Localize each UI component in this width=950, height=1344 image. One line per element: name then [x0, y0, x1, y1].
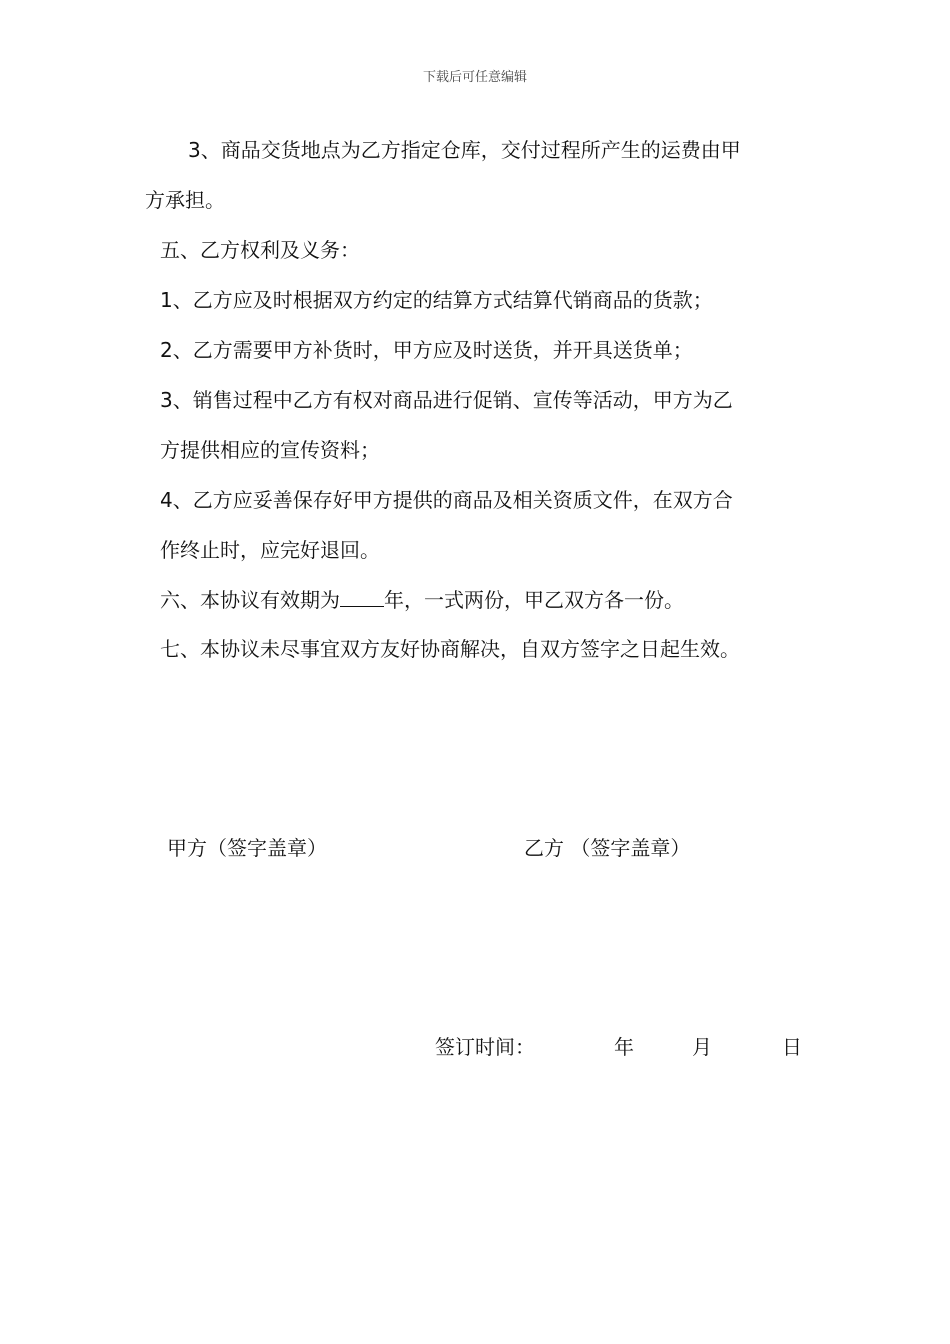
clause-text: 、乙方需要甲方补货时，甲方应及时送货，并开具送货单； — [172, 338, 693, 362]
section-6 — [160, 588, 684, 612]
clause-5-3-line-2: 方提供相应的宣传资料； — [160, 438, 380, 462]
clause-5-3-line-1 — [160, 388, 733, 412]
clause-text: 、商品交货地点为乙方指定仓库，交付过程所产生的运费由甲 — [200, 138, 741, 162]
section-6-text-before: 六、本协议有效期为 — [160, 588, 340, 612]
clause-number: 3 — [188, 138, 201, 162]
clause-5-1 — [160, 288, 713, 312]
signing-date-year: 年 — [614, 1035, 634, 1059]
validity-years-blank — [340, 588, 384, 607]
clause-4-3-line-1 — [188, 138, 741, 162]
section-7: 七、本协议未尽事宜双方友好协商解决，自双方签字之日起生效。 — [160, 637, 740, 661]
clause-text: 、销售过程中乙方有权对商品进行促销、宣传等活动，甲方为乙 — [172, 388, 733, 412]
clause-5-4-line-1 — [160, 488, 733, 512]
party-b-signature-label: 乙方 （签字盖章） — [524, 836, 691, 860]
page-header: 下载后可任意编辑 — [422, 70, 527, 85]
clause-number: 2 — [160, 338, 173, 362]
clause-number: 3 — [160, 388, 173, 412]
signing-date-month: 月 — [692, 1035, 712, 1059]
clause-number: 1 — [160, 288, 173, 312]
clause-5-4-line-2: 作终止时，应完好退回。 — [160, 538, 380, 562]
clause-5-2 — [160, 338, 693, 362]
signing-date-day: 日 — [782, 1035, 802, 1059]
section-5-title: 五、乙方权利及义务： — [160, 238, 360, 262]
signing-date-label: 签订时间： — [435, 1035, 535, 1059]
clause-4-3-line-2: 方承担。 — [145, 188, 225, 212]
clause-text: 、乙方应妥善保存好甲方提供的商品及相关资质文件，在双方合 — [172, 488, 733, 512]
clause-text: 、乙方应及时根据双方约定的结算方式结算代销商品的货款； — [172, 288, 713, 312]
section-6-text-after: 年，一式两份，甲乙双方各一份。 — [384, 588, 684, 612]
party-a-signature-label: 甲方（签字盖章） — [167, 836, 327, 860]
clause-number: 4 — [160, 488, 173, 512]
